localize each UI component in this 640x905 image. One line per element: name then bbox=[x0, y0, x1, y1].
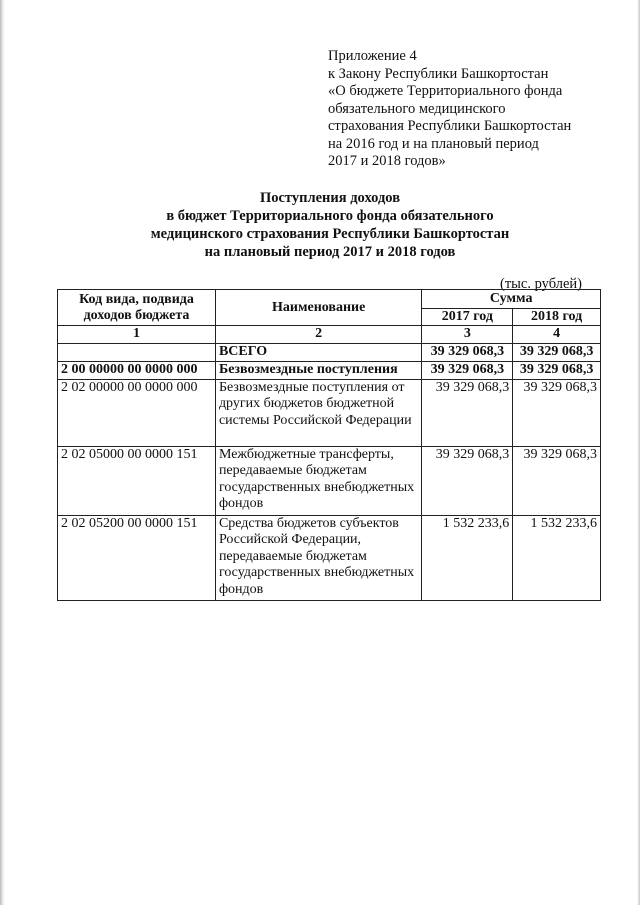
table-row bbox=[58, 379, 601, 446]
row-code bbox=[58, 343, 216, 361]
appendix-line: 2017 и 2018 годов» bbox=[328, 153, 446, 169]
table-row bbox=[58, 361, 601, 379]
row-value-2017: 39 329 068,3 bbox=[422, 379, 513, 446]
row-value-2017: 39 329 068,3 bbox=[422, 446, 513, 515]
income-table bbox=[57, 289, 601, 601]
header-year-2017: 2017 год bbox=[422, 309, 513, 326]
header-name: Наименование bbox=[215, 290, 421, 326]
row-name: Средства бюджетов субъектов Российской Федерации, передаваемые бюджетам государственных внебюджетных фондов bbox=[215, 515, 421, 600]
row-value-2018: 39 329 068,3 bbox=[513, 446, 601, 515]
row-name: ВСЕГО bbox=[215, 343, 421, 361]
column-number: 4 bbox=[513, 326, 601, 344]
appendix-line: страхования Республики Башкортостан bbox=[328, 118, 572, 134]
row-code: 2 02 05000 00 0000 151 bbox=[58, 446, 216, 515]
column-number: 3 bbox=[422, 326, 513, 344]
table-row bbox=[58, 446, 601, 515]
column-number: 1 bbox=[58, 326, 216, 344]
column-number-row bbox=[58, 326, 601, 344]
row-value-2018: 39 329 068,3 bbox=[513, 379, 601, 446]
row-name: Безвозмездные поступления от других бюджетов бюджетной системы Российской Федерации bbox=[215, 379, 421, 446]
row-value-2017: 39 329 068,3 bbox=[422, 343, 513, 361]
title-line: Поступления доходов bbox=[259, 190, 401, 206]
header-sum: Сумма bbox=[422, 290, 601, 309]
appendix-line: на 2016 год и на плановый период bbox=[328, 135, 539, 152]
row-code: 2 00 00000 00 0000 000 bbox=[58, 361, 216, 379]
title-line: в бюджет Территориального фонда обязательного bbox=[166, 208, 494, 224]
row-code: 2 02 05200 00 0000 151 bbox=[58, 515, 216, 600]
row-value-2017: 1 532 233,6 bbox=[422, 515, 513, 600]
title-line: медицинского страхования Республики Башкортостан bbox=[150, 226, 510, 242]
row-value-2018: 39 329 068,3 bbox=[513, 361, 601, 379]
row-value-2017: 39 329 068,3 bbox=[422, 361, 513, 379]
table-row bbox=[58, 343, 601, 361]
table-row bbox=[58, 515, 601, 600]
row-name: Межбюджетные трансферты, передаваемые бюджетам государственных внебюджетных фондов bbox=[215, 446, 421, 515]
document-title bbox=[100, 189, 560, 261]
appendix-line: обязательного медицинского bbox=[328, 100, 506, 117]
row-value-2018: 39 329 068,3 bbox=[513, 343, 601, 361]
row-name: Безвозмездные поступления bbox=[215, 361, 421, 379]
appendix-line: к Закону Республики Башкортостан bbox=[328, 65, 549, 82]
row-value-2018: 1 532 233,6 bbox=[513, 515, 601, 600]
title-line: на плановый период 2017 и 2018 годов bbox=[204, 244, 456, 260]
appendix-reference bbox=[328, 48, 628, 171]
table-header-row bbox=[58, 290, 601, 309]
units-label: (тыс. рублей) bbox=[500, 276, 582, 292]
header-year-2018: 2018 год bbox=[513, 309, 601, 326]
column-number: 2 bbox=[215, 326, 421, 344]
appendix-line: «О бюджете Территориального фонда bbox=[328, 83, 563, 99]
header-code: Код вида, подвида доходов бюджета bbox=[58, 290, 216, 326]
scan-edge-left bbox=[0, 0, 5, 905]
row-code: 2 02 00000 00 0000 000 bbox=[58, 379, 216, 446]
appendix-line: Приложение 4 bbox=[328, 48, 417, 64]
